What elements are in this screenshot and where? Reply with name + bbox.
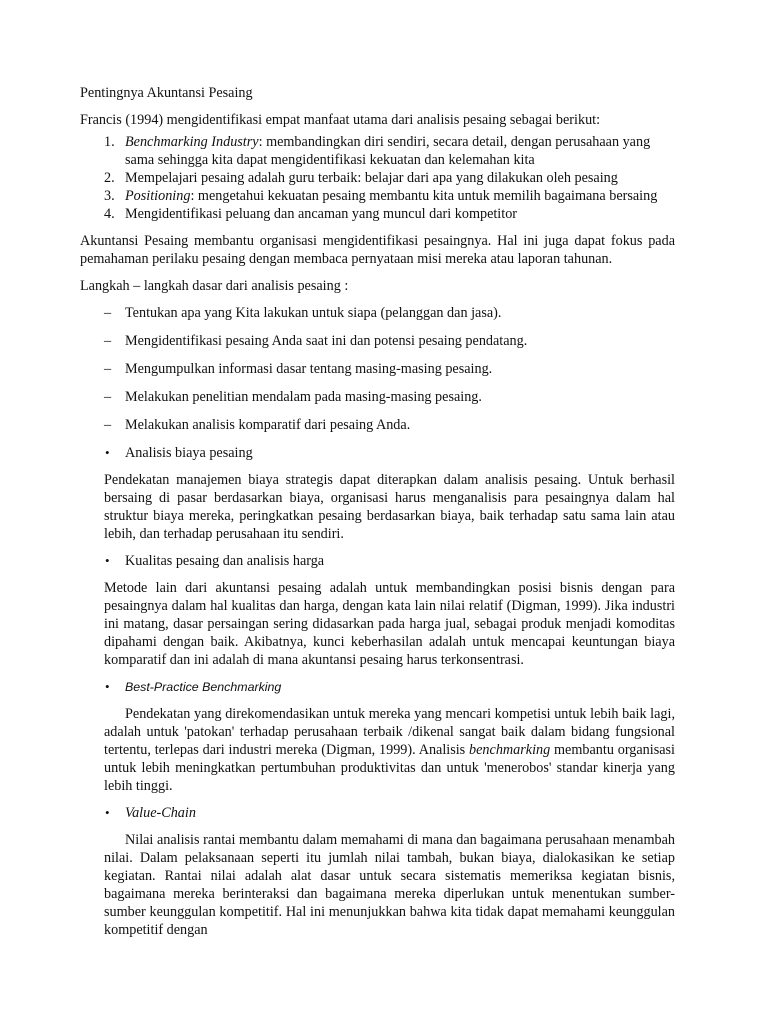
bullet-icon: • bbox=[105, 445, 110, 460]
list-number: 1. bbox=[104, 134, 115, 150]
body-text: Pendekatan yang direkomendasikan untuk mereka yang mencari kompetisi untuk lebih baik lagi, adalah untuk 'patokan' terhadap perusahaan terbaik /dikenal sangat baik dalam bidang fungsional tertentu, terlepas dari industri mereka (Digman, 1999). Analisis bbox=[104, 706, 675, 758]
benefits-list bbox=[80, 133, 675, 223]
section-heading-text: Value-Chain bbox=[125, 805, 196, 821]
benefit-text: Mengidentifikasi peluang dan ancaman yang muncul dari kompetitor bbox=[125, 206, 518, 222]
bullet-icon: • bbox=[105, 805, 110, 820]
list-item bbox=[80, 388, 675, 406]
dash-mark: – bbox=[104, 389, 112, 405]
step-text: Mengidentifikasi pesaing Anda saat ini dan potensi pesaing pendatang. bbox=[125, 333, 528, 349]
bullet-icon: • bbox=[105, 679, 110, 694]
section-heading-text: Best-Practice Benchmarking bbox=[125, 680, 282, 694]
dash-mark: – bbox=[104, 361, 112, 377]
section-heading-cost bbox=[80, 444, 675, 462]
steps-list bbox=[80, 304, 675, 434]
dash-mark: – bbox=[104, 305, 112, 321]
section-body-cost: Pendekatan manajemen biaya strategis dapat diterapkan dalam analisis pesaing. Untuk berhasil bersaing di pasar berdasarkan biaya, organisasi harus menganalisis para pesaingnya dalam hal struktur biaya mereka, peringkatkan pesaing berdasarkan biaya, baik terhadap satu sama lain atau lebih, dan terhadap perusahaan itu sendiri. bbox=[104, 472, 675, 542]
step-text: Tentukan apa yang Kita lakukan untuk siapa (pelanggan dan jasa). bbox=[125, 305, 502, 321]
list-item bbox=[80, 205, 675, 223]
section-body-quality: Metode lain dari akuntansi pesaing adalah untuk membandingkan posisi bisnis dengan para pesaingnya dalam hal kualitas dan harga, dengan kata lain nilai relatif (Digman, 1999). Jika industri ini matang, dasar persaingan sering didasarkan pada harga jual, sebagai produk menjadi komoditas dipahami dengan baik. Akibatnya, kunci keberhasilan adalah untuk mencapai keuntungan biaya komparatif dan ini adalah di mana akuntansi pesaing harus terkonsentrasi. bbox=[104, 580, 675, 668]
bullet-icon: • bbox=[105, 553, 110, 568]
document-title: Pentingnya Akuntansi Pesaing bbox=[80, 85, 253, 101]
benefit-text: : mengetahui kekuatan pesaing membantu kita untuk memilih bagaimana bersaing bbox=[190, 188, 658, 204]
list-number: 3. bbox=[104, 188, 115, 204]
step-text: Melakukan penelitian mendalam pada masing-masing pesaing. bbox=[125, 389, 482, 405]
steps-heading: Langkah – langkah dasar dari analisis pesaing : bbox=[80, 278, 349, 294]
document-page bbox=[80, 84, 675, 939]
step-text: Mengumpulkan informasi dasar tentang masing-masing pesaing. bbox=[125, 361, 493, 377]
intro-paragraph: Francis (1994) mengidentifikasi empat manfaat utama dari analisis pesaing sebagai berikut: bbox=[80, 112, 601, 128]
list-item bbox=[80, 360, 675, 378]
section-body-value-chain: Nilai analisis rantai membantu dalam memahami di mana dan bagaimana perusahaan menambah nilai. Dalam pelaksanaan seperti itu jumlah nilai tambah, bukan biaya, dialokasikan ke setiap kegiatan. Rantai nilai adalah alat dasar untuk secara sistematis memeriksa kegiatan bisnis, bagaimana mereka berinteraksi dan bagaimana mereka diperlukan untuk menentukan sumber-sumber keunggulan kompetitif. Hal ini menunjukkan bahwa kita tidak dapat memahami keunggulan kompetitif dengan bbox=[104, 832, 675, 938]
list-item bbox=[80, 304, 675, 322]
list-number: 4. bbox=[104, 206, 115, 222]
list-item bbox=[80, 133, 675, 169]
list-item bbox=[80, 332, 675, 350]
section-heading-benchmarking bbox=[80, 678, 675, 696]
list-item bbox=[80, 416, 675, 434]
list-item bbox=[80, 169, 675, 187]
section-heading-text: Kualitas pesaing dan analisis harga bbox=[125, 553, 325, 569]
benefit-text: Mempelajari pesaing adalah guru terbaik: belajar dari apa yang dilakukan oleh pesaing bbox=[125, 170, 618, 186]
dash-mark: – bbox=[104, 417, 112, 433]
benefit-text: : membandingkan diri sendiri, secara detail, dengan perusahaan yang sama sehingga kita dapat mengidentifikasi kekuatan dan kelemahan kita bbox=[125, 134, 651, 168]
body-text: membantu organisasi untuk lebih meningkatkan pertumbuhan produktivitas dan untuk 'menerobos' standar kinerja yang lebih tinggi. bbox=[104, 742, 675, 794]
dash-mark: – bbox=[104, 333, 112, 349]
section-body-benchmarking bbox=[80, 705, 675, 795]
section-heading-value-chain bbox=[80, 804, 675, 822]
section-heading-text: Analisis biaya pesaing bbox=[125, 445, 253, 461]
body-italic-term: benchmarking bbox=[469, 742, 551, 758]
step-text: Melakukan analisis komparatif dari pesaing Anda. bbox=[125, 417, 411, 433]
competitor-accounting-paragraph: Akuntansi Pesaing membantu organisasi mengidentifikasi pesaingnya. Hal ini juga dapat fokus pada pemahaman perilaku pesaing dengan membaca pernyataan misi mereka atau laporan tahunan. bbox=[80, 233, 675, 267]
benefit-term: Positioning bbox=[125, 188, 191, 204]
list-item bbox=[80, 187, 675, 205]
section-heading-quality bbox=[80, 552, 675, 570]
list-number: 2. bbox=[104, 170, 115, 186]
benefit-term: Benchmarking Industry bbox=[125, 134, 259, 150]
